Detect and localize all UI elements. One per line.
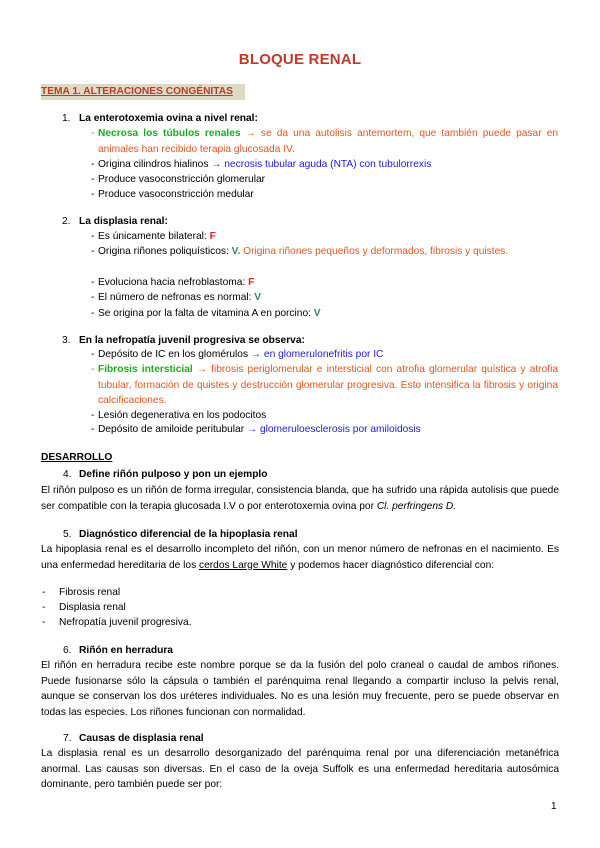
q3-item-3: - Lesión degenerativa en los podocitos [91, 410, 267, 421]
question-4-answer: El riñón pulposo es un riñón de forma irregular, consistencia blanda, que ha sufrido una rápida autolisis que puede ser compatible con la terapia glucosada I.V o por enterotoxemia ovina por Cl. perfringens D. [41, 485, 559, 512]
question-7-heading: 7. Causas de displasia renal [63, 733, 204, 744]
question-2-heading: 2. La displasia renal: [62, 216, 168, 227]
q3-item-4: - Depósito de amiloide peritubular → glomeruloesclerosis por amiloidosis [91, 424, 421, 435]
q1-item-2: - Origina cilindros hialinos → necrosis tubular aguda (NTA) con tubulorrexis [91, 159, 432, 170]
section-heading-tema1: TEMA 1. ALTERACIONES CONGÉNITAS [41, 84, 245, 100]
q2-item-5: - Se origina por la falta de vitamina A en porcino: V [91, 308, 321, 319]
document-title: BLOQUE RENAL [238, 51, 362, 68]
question-6-heading: 6. Riñón en herradura [63, 645, 173, 656]
page-number: 1 [551, 801, 557, 812]
q1-item-3: - Produce vasoconstricción glomerular [91, 174, 266, 185]
question-4-heading: 4. Define riñón pulposo y pon un ejemplo [63, 469, 268, 480]
question-7-answer: La displasia renal es un desarrollo desorganizado del parénquima renal por una diferenciación metanéfrica anormal. Las causas son diversas. En el caso de la oveja Suffolk es una enfermedad hereditaria autosómica dominante, pero también puede ser por: [41, 748, 559, 790]
q5-list-item-3: - Nefropatía juvenil progresiva. [42, 617, 192, 628]
question-5-answer: La hipoplasia renal es el desarrollo incompleto del riñón, con un menor número de nefronas en el nacimiento. Es una enfermedad hereditaria de los cerdos Large White y podemos hacer diagnóstico diferencial con: [41, 544, 559, 571]
q2-item-3: - Evoluciona hacia nefroblastoma: F [91, 277, 255, 288]
q2-item-2: - Origina riñones poliquísticos: V. Origina riñones pequeños y deformados, fibrosis y quistes. [91, 246, 509, 257]
q5-list-item-2: - Displasia renal [42, 602, 126, 613]
q3-item-1: - Depósito de IC en los glomérulos → en glomerulonefritis por IC [91, 349, 384, 360]
q2-item-4: - El número de nefronas es normal: V [91, 292, 262, 303]
q1-item-4: - Produce vasoconstricción medular [91, 189, 254, 200]
question-1-heading: 1. La enterotoxemia ovina a nivel renal: [62, 113, 258, 124]
q2-item-1: - Es únicamente bilateral: F [91, 231, 216, 242]
desarrollo-heading: DESARROLLO [41, 452, 113, 463]
q3-item-2: - Fibrosis intersticial → fibrosis periglomerular e intersticial con atrofia glomerular quística y atrofia tubular, formación de quistes y destrucción glomerular progresiva. Esto intensifica la fibrosis y origina calcificaciones. [91, 364, 559, 406]
question-5-heading: 5. Diagnóstico diferencial de la hipoplasia renal [63, 529, 298, 540]
question-3-heading: 3. En la nefropatía juvenil progresiva se observa: [62, 335, 305, 346]
q1-item-1: - Necrosa los túbulos renales → se da una autolisis antemortem, que también puede pasar en animales han recibido terapia glucosada IV. [91, 128, 558, 155]
q5-list-item-1: - Fibrosis renal [42, 587, 121, 598]
question-6-answer: El riñón en herradura recibe este nombre porque se da la fusión del polo craneal o caudal de ambos riñones. Puede fusionarse sólo la cápsula o también el parénquima renal llegando a compartir incluso la pelvis renal, aunque se conservan los dos uréteres individuales. No es una lesión muy frecuente, pero se puede observar en todas las especies. Los riñones funcionan con normalidad. [41, 660, 559, 718]
